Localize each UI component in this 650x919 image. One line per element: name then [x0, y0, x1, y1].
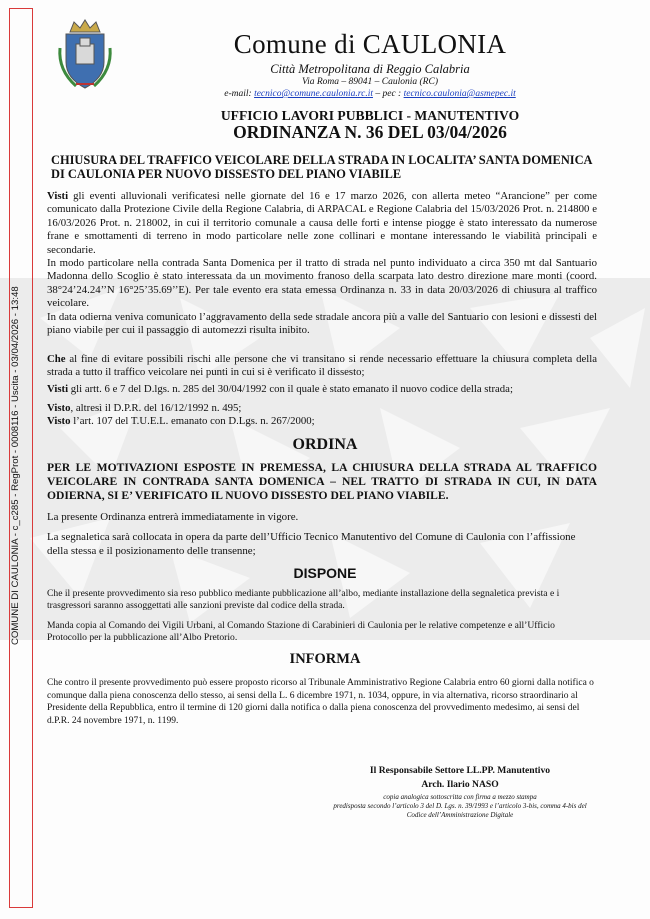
- lead-word: Visto: [47, 415, 71, 428]
- ordinance-subject: CHIUSURA DEL TRAFFICO VEICOLARE DELLA STRADA IN LOCALITA’ SANTA DOMENICA DI CAULONIA PER NUOVO DISSESTO DEL PIANO VIABILE: [51, 153, 592, 181]
- premise-visto-block: [47, 402, 597, 429]
- signatory-name: Arch. Ilario NASO: [421, 779, 499, 790]
- ordina-segnaletica: La segnaletica sarà collocata in opera da parte dell’Ufficio Tecnico Manutentivo del Comune di Caulonia con l’affissione della stessa e il posizionamento delle transenne;: [47, 531, 576, 557]
- email-label: e-mail:: [224, 89, 252, 99]
- lead-word: Visto: [47, 402, 71, 414]
- premise-text: gli artt. 6 e 7 del D.lgs. n. 285 del 30/04/1992 con il quale è stato emanato il nuovo codice della strada;: [68, 383, 513, 395]
- premise-text: al fine di evitare possibili rischi alle persone che vi transitano si rende necessario effettuare la chiusura completa della strada a tutto il traffico veicolare nei punti in cui si è verificato il dissesto;: [47, 353, 597, 379]
- pec-label: – pec :: [375, 89, 402, 99]
- lead-word: Visti: [47, 383, 69, 395]
- premise-visti-artt: [47, 383, 597, 396]
- signature-note-line: Codice dell’Amministrazione Digitale: [406, 810, 514, 819]
- address: Via Roma – 89041 – Caulonia (RC): [302, 77, 438, 87]
- premise-che: [47, 353, 597, 380]
- premise-text: gli eventi alluvionali verificatesi nelle giornate del 16 e 17 marzo 2026, con allerta meteo “Arancione” per come comunicato dalla Protezione Civile della Regione Calabria, di ARPACAL e Regione Calabria del 15/03/2026 Prot. n. 214800 e 16/03/2026 Prot. n. 218002, in cui il territorio comunale a causa delle forti e intense piogge è stato interessato da numerose frane e smottamenti di terreno in modo particolare nelle zone collinari e montane interessando le viabilità principali e secondarie.: [47, 190, 597, 256]
- ordinance-number: ORDINANZA N. 36 DEL 03/04/2026: [233, 122, 507, 142]
- pec-link[interactable]: tecnico.caulonia@asmepec.it: [403, 89, 516, 99]
- premises-block: [47, 190, 597, 337]
- dispone-copia: Manda copia al Comando dei Vigili Urbani, al Comando Stazione di Carabinieri di Caulonia per le relative competenze e all’Ufficio Protocollo per la pubblicazione all’Albo Pretorio.: [47, 620, 555, 644]
- signature-note-line: copia analogica sottoscritta con firma a mezzo stampa: [383, 793, 537, 801]
- lead-word: Che: [47, 353, 66, 365]
- email-link[interactable]: tecnico@comune.caulonia.rc.it: [254, 89, 373, 99]
- municipal-crest-icon: [56, 18, 114, 92]
- signature-note: [310, 793, 610, 819]
- informa-heading: INFORMA: [289, 651, 361, 667]
- office-heading: UFFICIO LAVORI PUBBLICI - MANUTENTIVO: [220, 108, 520, 123]
- ordina-heading: ORDINA: [292, 436, 358, 453]
- premise-text: l’art. 107 del T.U.E.L. emanato con D.Lgs. n. 267/2000;: [70, 415, 315, 428]
- dispone-pubblicazione: Che il presente provvedimento sia reso pubblico mediante pubblicazione all’albo, mediante installazione della segnaletica prevista e i trasgressori saranno assoggettati alle sanzioni previste dal codice della strada.: [47, 588, 560, 612]
- contacts-line: [150, 89, 590, 99]
- premise-visti-eventi: [47, 190, 597, 257]
- premise-contrada: In modo particolare nella contrada Santa Domenica per il tratto di strada nel punto individuato a circa 350 mt dal Santuario Madonna dello Scoglio è stato interessata da un movimento franoso della scarpata lato destro direzione mare monti (coord. 38°24’24.24’’N 16°25’35.69’’E). Per tale evento era stata emessa Ordinanza n. 33 in data 20/03/2026 di chiusura al traffico veicolare.: [47, 257, 597, 310]
- premise-aggravamento: In data odierna veniva comunicato l’aggravamento della sede stradale ancora più a valle del Santuario con lesioni e dissesti del piano viabile per cui il passaggio di automezzi risulta inibito.: [47, 310, 597, 337]
- signature-note-line: predisposta secondo l’articolo 3 del D. Lgs. n. 39/1993 e l’articolo 3-bis, comma 4-bis del: [333, 801, 587, 810]
- dispone-heading: DISPONE: [293, 565, 357, 581]
- ordina-main-text: PER LE MOTIVAZIONI ESPOSTE IN PREMESSA, LA CHIUSURA DELLA STRADA AL TRAFFICO VEICOLARE IN CONTRADA SANTA DOMENICA – NEL TRATTO DI STRADA IN CUI, IN DATA ODIERNA, SI E’ VERIFICATO IL NUOVO DISSESTO DEL PIANO VIABILE.: [47, 461, 597, 502]
- informa-text: Che contro il presente provvedimento può essere proposto ricorso al Tribunale Amministrativo Regione Calabria entro 60 giorni dalla notifica o comunque dalla piena conoscenza dello stesso, ai sensi della L. 6 dicembre 1971, n. 1034, oppure, in via alternativa, ricorso straordinario al Presidente della Repubblica, entro il termine di 120 giorni dalla notifica o dalla piena conoscenza del provvedimento medesimo, ai sensi del d.P.R. 24 novembre 1971, n. 1199.: [47, 678, 594, 726]
- protocol-stamp: COMUNE DI CAULONIA - c_c285 - RegProt - 0008116 - Uscita - 03/04/2026 - 13:48: [10, 286, 21, 645]
- premise-text: , altresì il D.P.R. del 16/12/1992 n. 495;: [70, 402, 242, 414]
- municipality-title: Comune di CAULONIA: [233, 29, 507, 59]
- metropolitan-city: Città Metropolitana di Reggio Calabria: [270, 62, 470, 76]
- lead-word: Visti: [47, 190, 69, 202]
- ordina-vigore: La presente Ordinanza entrerà immediatamente in vigore.: [47, 511, 299, 523]
- signatory-role: Il Responsabile Settore LL.PP. Manutentivo: [369, 765, 551, 776]
